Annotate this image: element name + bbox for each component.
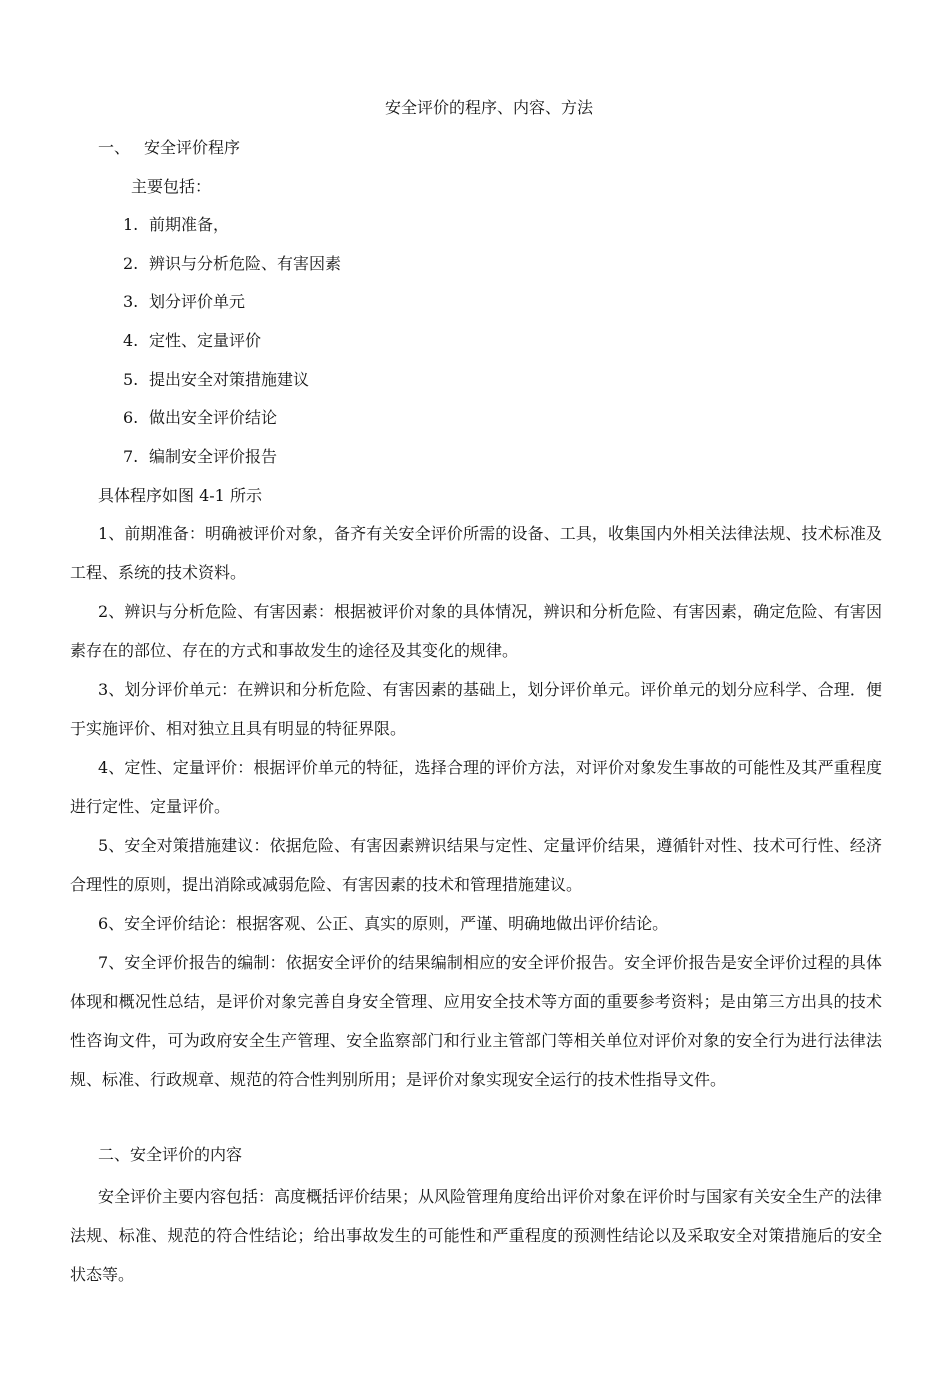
paragraph-unit-division: 3、划分评价单元：在辨识和分析危险、有害因素的基础上，划分评价单元。评价单元的划分应科学、合理．便于实施评价、相对独立且具有明显的特征界限。	[70, 680, 882, 738]
step-text: 提出安全对策措施建议	[149, 370, 310, 389]
step-number: 2.	[123, 254, 139, 273]
steps-intro: 主要包括：	[131, 177, 212, 196]
step-number: 5.	[123, 370, 139, 389]
paragraph-countermeasures: 5、安全对策措施建议：依据危险、有害因素辨识结果与定性、定量评价结果，遵循针对性、技术可行性、经济合理性的原则，提出消除或减弱危险、有害因素的技术和管理措施建议。	[70, 836, 882, 894]
step-number: 1.	[123, 215, 139, 234]
paragraph-content: 安全评价主要内容包括：高度概括评价结果；从风险管理角度给出评价对象在评价时与国家有关安全生产的法律法规、标准、规范的符合性结论；给出事故发生的可能性和严重程度的预测性结论以及采取安全对策措施后的安全状态等。	[70, 1187, 883, 1284]
paragraph-preparation: 1、前期准备：明确被评价对象，备齐有关安全评价所需的设备、工具，收集国内外相关法律法规、技术标准及工程、系统的技术资料。	[70, 524, 882, 582]
step-text: 辨识与分析危险、有害因素	[149, 254, 342, 273]
paragraph-report: 7、安全评价报告的编制：依据安全评价的结果编制相应的安全评价报告。安全评价报告是安全评价过程的具体体现和概况性总结，是评价对象完善自身安全管理、应用安全技术等方面的重要参考资料；是由第三方出具的技术性咨询文件，可为政府安全生产管理、安全监察部门和行业主管部门等相关单位对评价对象的安全行为进行法律法规、标准、行政规章、规范的符合性判别所用；是评价对象实现安全运行的技术性指导文件。	[70, 953, 882, 1089]
step-text: 编制安全评价报告	[149, 447, 278, 466]
step-item	[123, 213, 229, 237]
step-text: 前期准备，	[149, 215, 230, 234]
step-text: 定性、定量评价	[149, 331, 262, 350]
step-item	[123, 290, 245, 314]
step-item	[123, 329, 261, 353]
section2-heading: 二、安全评价的内容	[98, 1145, 243, 1164]
step-text: 做出安全评价结论	[149, 408, 278, 427]
paragraph-hazard-identification: 2、辨识与分析危险、有害因素：根据被评价对象的具体情况，辨识和分析危险、有害因素，确定危险、有害因素存在的部位、存在的方式和事故发生的途径及其变化的规律。	[70, 602, 882, 660]
step-item	[123, 406, 277, 430]
section1-number: 一、	[98, 138, 131, 157]
step-item	[123, 368, 309, 392]
step-item	[123, 252, 341, 276]
step-text: 划分评价单元	[149, 292, 246, 311]
figure-reference: 具体程序如图 4-1 所示	[98, 486, 262, 505]
paragraph-conclusion: 6、安全评价结论：根据客观、公正、真实的原则，严谨、明确地做出评价结论。	[98, 914, 669, 933]
section1-title: 安全评价程序	[144, 138, 241, 157]
step-number: 7.	[123, 447, 139, 466]
step-item	[123, 445, 277, 469]
section1-heading	[98, 136, 240, 160]
step-number: 4.	[123, 331, 139, 350]
document-title: 安全评价的程序、内容、方法	[384, 98, 593, 117]
step-number: 6.	[123, 408, 139, 427]
step-number: 3.	[123, 292, 139, 311]
paragraph-qualitative-quantitative: 4、定性、定量评价：根据评价单元的特征，选择合理的评价方法，对评价对象发生事故的可能性及其严重程度进行定性、定量评价。	[70, 758, 882, 816]
